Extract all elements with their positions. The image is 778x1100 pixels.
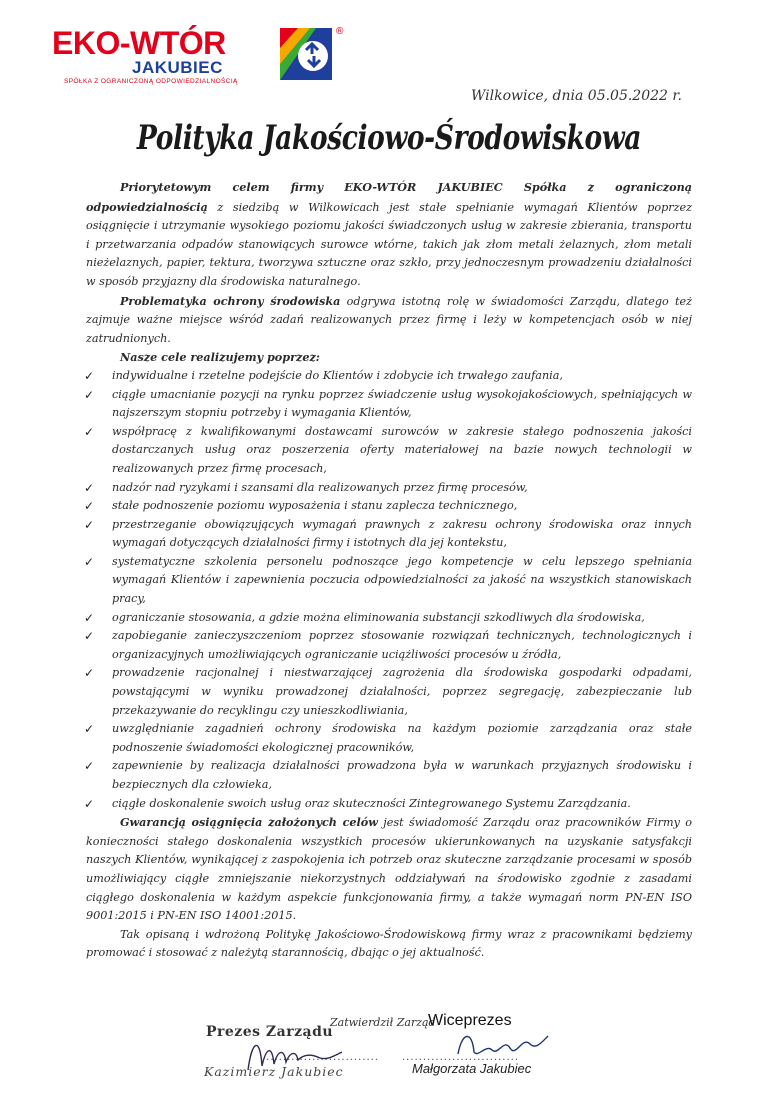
check-icon: ✓ (84, 796, 95, 811)
list-item: ✓ współpracę z kwalifikowanymi dostawcami surowców w zakresie stałego podnoszenia jakości dostarczanych usług oraz poszerzenia oferty materiałowej na bazie nowych technologii w realizowanych przez firmę procesach, (84, 424, 692, 475)
guarantee-text: jest świadomość Zarządu oraz pracowników Firmy o konieczności stałego doskonalenia wszystkich procesów ukierunkowanych na uzyskanie satysfakcji naszych Klientów, wynikającej z zaspokojenia ich potrzeb oraz skuteczne zarządzanie procesami w sposób umożliwiający ciągłe zmniejszanie niekorzystnych oddziaływań na środowisko zgodnie z zasadami ciągłego doskonalenia w każdym aspekcie funkcjonowania firmy, a także wymagań norm PN-EN ISO 9001:2015 i PN-EN ISO 14001:2015. (86, 816, 692, 923)
check-icon: ✓ (84, 722, 95, 737)
check-icon: ✓ (84, 610, 95, 625)
check-icon: ✓ (84, 629, 95, 644)
list-item: ✓ ciągłe umacnianie pozycji na rynku poprzez świadczenie usług wysokojakościowych, spełniających w najszerszym stopniu potrzeby i wymagania Klientów, (84, 387, 692, 420)
list-item: ✓ ciągłe doskonalenie swoich usług oraz skuteczności Zintegrowanego Systemu Zarządzania. (86, 795, 692, 814)
signature-line-left: ............................ (262, 1052, 380, 1063)
list-item: ✓ nadzór nad ryzykami i szansami dla realizowanych przez firmę procesów, (86, 479, 692, 498)
check-icon: ✓ (84, 517, 95, 532)
intro-paragraph (86, 178, 692, 292)
vice-president-role: Wiceprezes (428, 1012, 512, 1029)
list-item: ✓ prowadzenie racjonalnej i niestwarzającej zagrożenia dla środowiska gospodarki odpadami, powstającymi w wyniku prowadzonej działalności, poprzez segregację, zabezpieczanie lub przekazywanie do recyklingu czy unieszkodliwiania, (84, 666, 692, 717)
recycle-logo-icon (280, 28, 332, 80)
approved-label: Zatwierdził Zarząd (330, 1016, 436, 1029)
goals-heading: Nasze cele realizujemy poprzez: (120, 350, 320, 365)
check-icon: ✓ (84, 554, 95, 569)
check-icon: ✓ (84, 499, 95, 514)
closing-paragraph: Tak opisaną i wdrożoną Politykę Jakościowo-Środowiskową firmy wraz z pracownikami będziemy promować i stosować z należytą starannością, dbając o jej aktualność. (86, 927, 692, 960)
document-title: Polityka Jakościowo-Środowiskowa (136, 118, 642, 158)
check-icon: ✓ (84, 759, 95, 774)
president-role: Prezes Zarządu (206, 1024, 334, 1040)
list-item: ✓ indywidualne i rzetelne podejście do Klientów i zdobycie ich trwałego zaufania, (86, 367, 692, 386)
document-body (86, 178, 692, 963)
check-icon: ✓ (84, 387, 95, 402)
check-icon: ✓ (84, 424, 95, 439)
president-name: Kazimierz Jakubiec (204, 1064, 344, 1079)
problem-bold: Problematyka ochrony środowiska (120, 293, 341, 308)
list-item: ✓ zapobieganie zanieczyszczeniom poprzez stosowanie rozwiązań technicznych, technologicznych i organizacyjnych umożliwiających ograniczanie uciążliwości procesów u źródła, (84, 629, 692, 661)
problem-text: odgrywa istotną rolę w świadomości Zarządu, dlatego też zajmuje ważne miejsce wśród zadań realizowanych przez firmę i leży w kompetencjach osób w niej zatrudnionych. (86, 294, 692, 345)
list-item: ✓ stałe podnoszenie poziomu wyposażenia i stanu zaplecza technicznego, (86, 497, 692, 516)
check-icon: ✓ (84, 480, 95, 495)
list-item: ✓ ograniczanie stosowania, a gdzie można eliminowania substancji szkodliwych dla środowiska, (86, 609, 692, 628)
signature-line-right: ............................ (402, 1052, 520, 1063)
logo-subtitle: JAKUBIEC (132, 58, 223, 77)
registered-mark: ® (336, 26, 344, 37)
intro-text: z siedzibą w Wilkowicach jest stałe spełnianie wymagań Klientów poprzez osiągnięcie i utrzymanie wysokiego poziomu jakości świadczonych usług w zakresie zbierania, transportu i przetwarzania odpadów stanowiących surowce wtórne, takich jak złom metali żelaznych, złom metali nieżelaznych, papier, tektura, tworzywa sztuczne oraz szkło, przy jednoczesnym prowadzeniu działalności w sposób przyjazny dla środowiska naturalnego. (86, 200, 692, 288)
list-item: ✓ zapewnienie by realizacja działalności prowadzona była w warunkach przyjaznych środowisku i bezpiecznych dla człowieka, (84, 759, 692, 791)
guarantee-bold: Gwarancją osiągnięcia założonych celów (120, 815, 378, 830)
company-logo (52, 26, 352, 86)
document-date: Wilkowice, dnia 05.05.2022 r. (471, 88, 682, 104)
list-item: ✓ przestrzeganie obowiązujących wymagań prawnych z zakresu ochrony środowiska oraz innych wymagań dotyczących działalności firmy i istotnych dla jej kontekstu, (84, 517, 692, 550)
logo-tagline: SPÓŁKA Z OGRANICZONĄ ODPOWIEDZIALNOŚCIĄ (64, 78, 238, 85)
logo-wordmark: EKO-WTÓR (52, 25, 226, 61)
goals-list (86, 367, 692, 813)
list-item: ✓ uwzględnianie zagadnień ochrony środowiska na każdym poziomie zarządzania oraz stałe podnoszenie świadomości ekologicznej pracowników, (84, 722, 692, 754)
list-item: ✓ systematyczne szkolenia personelu podnoszące jego kompetencje w celu lepszego spełniania wymagań Klientów i zapewnienia poczucia odpowiedzialności za jakość na wszystkich stanowiskach pracy, (84, 554, 692, 606)
check-icon: ✓ (84, 666, 95, 681)
intro-bold: Priorytetowym celem firmy EKO-WTÓR JAKUBIEC Spółka z ograniczoną odpowiedzialnością (86, 180, 692, 214)
vice-president-name: Małgorzata Jakubiec (412, 1061, 532, 1076)
problem-paragraph (86, 292, 692, 349)
guarantee-paragraph (86, 813, 692, 926)
check-icon: ✓ (84, 368, 95, 383)
